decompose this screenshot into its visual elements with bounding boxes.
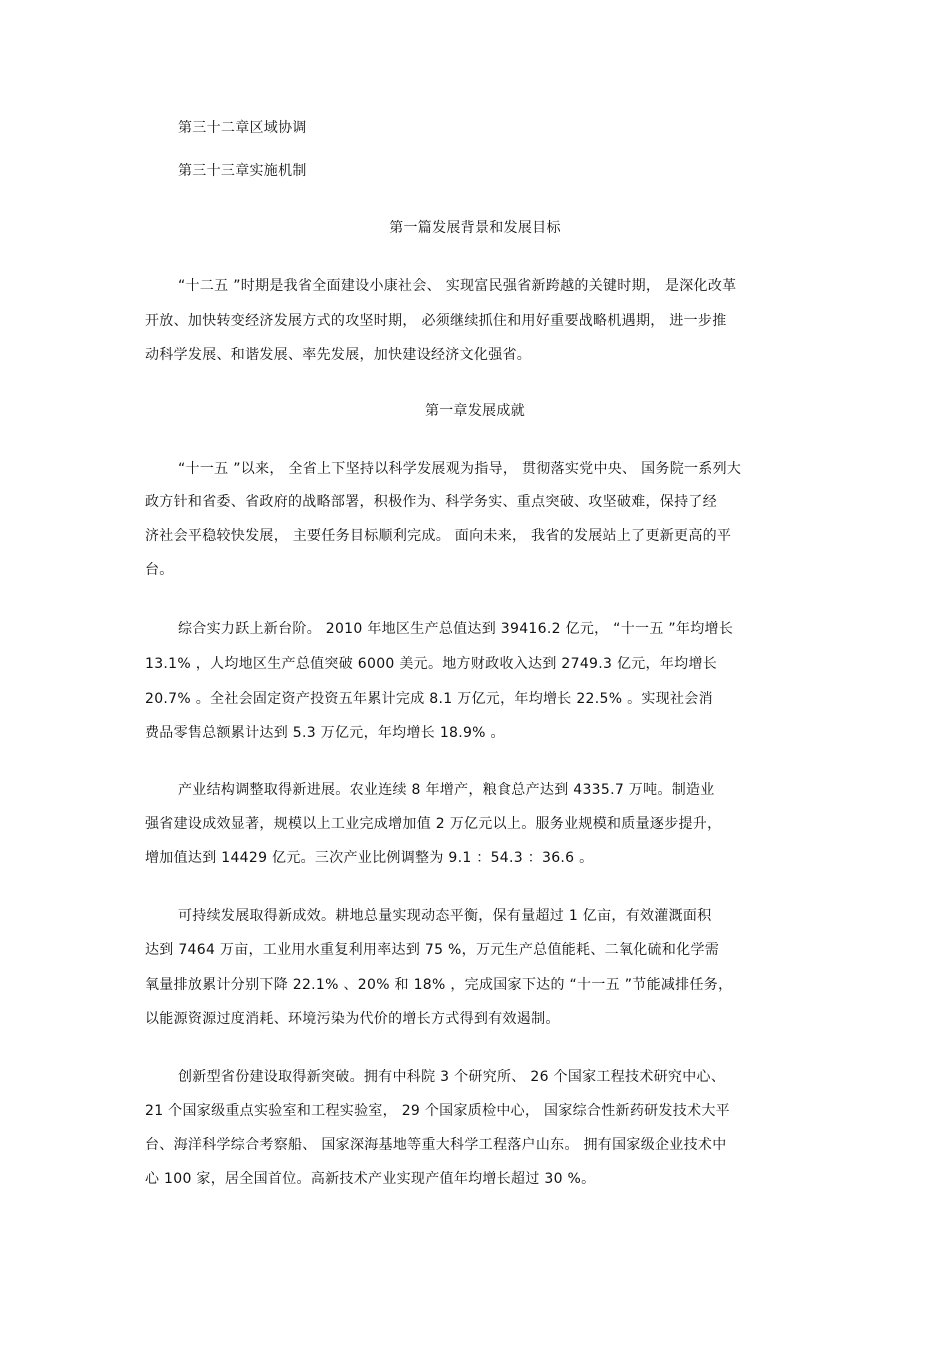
paragraph-line: 可持续发展取得新成效。耕地总量实现动态平衡，保有量超过 1 亿亩，有效灌溉面积 bbox=[178, 908, 712, 924]
paragraph-line: 13.1% ，人均地区生产总值突破 6000 美元。地方财政收入达到 2749.3 亿元，年均增长 bbox=[145, 656, 718, 672]
paragraph-line: 台、海洋科学综合考察船、 国家深海基地等重大科学工程落户山东。 拥有国家级企业技术中 bbox=[145, 1137, 727, 1153]
intro-line: 动科学发展、和谐发展、率先发展，加快建设经济文化强省。 bbox=[145, 347, 532, 363]
paragraph-line: 台。 bbox=[145, 562, 174, 578]
part-title: 第一篇发展背景和发展目标 bbox=[389, 220, 561, 236]
paragraph-line: 心 100 家，居全国首位。高新技术产业实现产值年均增长超过 30 %。 bbox=[145, 1171, 596, 1187]
paragraph-line: 产业结构调整取得新进展。农业连续 8 年增产，粮食总产达到 4335.7 万吨。制造业 bbox=[178, 782, 715, 798]
paragraph-line: 强省建设成效显著，规模以上工业完成增加值 2 万亿元以上。服务业规模和质量逐步提升， bbox=[145, 816, 722, 832]
paragraph-line: “十一五 ”以来， 全省上下坚持以科学发展观为指导， 贯彻落实党中央、 国务院一系列大 bbox=[178, 461, 742, 477]
paragraph-line: 费品零售总额累计达到 5.3 万亿元，年均增长 18.9% 。 bbox=[145, 725, 505, 741]
paragraph-line: 政方针和省委、省政府的战略部署，积极作为、科学务实、重点突破、攻坚破难，保持了经 bbox=[145, 494, 717, 510]
toc-entry: 第三十三章实施机制 bbox=[178, 163, 307, 179]
paragraph-line: 21 个国家级重点实验室和工程实验室， 29 个国家质检中心， 国家综合性新药研发技术大平 bbox=[145, 1103, 730, 1119]
paragraph-line: 济社会平稳较快发展， 主要任务目标顺利完成。 面向未来， 我省的发展站上了更新更高的平 bbox=[145, 528, 732, 544]
paragraph-line: 达到 7464 万亩，工业用水重复利用率达到 75 %，万元生产总值能耗、二氧化硫和化学需 bbox=[145, 942, 720, 958]
paragraph-line: 增加值达到 14429 亿元。三次产业比例调整为 9.1 ：54.3 ：36.6 。 bbox=[145, 850, 594, 866]
paragraph-line: 以能源资源过度消耗、环境污染为代价的增长方式得到有效遏制。 bbox=[145, 1011, 560, 1027]
paragraph-line: 20.7% 。全社会固定资产投资五年累计完成 8.1 万亿元，年均增长 22.5% 。实现社会消 bbox=[145, 691, 713, 707]
paragraph-line: 氧量排放累计分别下降 22.1% 、20% 和 18% ，完成国家下达的 “十一五 ”节能减排任务， bbox=[145, 977, 733, 993]
intro-line: 开放、加快转变经济发展方式的攻坚时期， 必须继续抓住和用好重要战略机遇期， 进一步推 bbox=[145, 313, 727, 329]
paragraph-line: 创新型省份建设取得新突破。拥有中科院 3 个研究所、 26 个国家工程技术研究中心、 bbox=[178, 1069, 726, 1085]
paragraph-line: 综合实力跃上新台阶。 2010 年地区生产总值达到 39416.2 亿元， “十一五 ”年均增长 bbox=[178, 621, 734, 637]
toc-entry: 第三十二章区域协调 bbox=[178, 120, 307, 136]
intro-line: “十二五 ”时期是我省全面建设小康社会、 实现富民强省新跨越的关键时期， 是深化改革 bbox=[178, 278, 737, 294]
chapter-title: 第一章发展成就 bbox=[424, 403, 526, 419]
